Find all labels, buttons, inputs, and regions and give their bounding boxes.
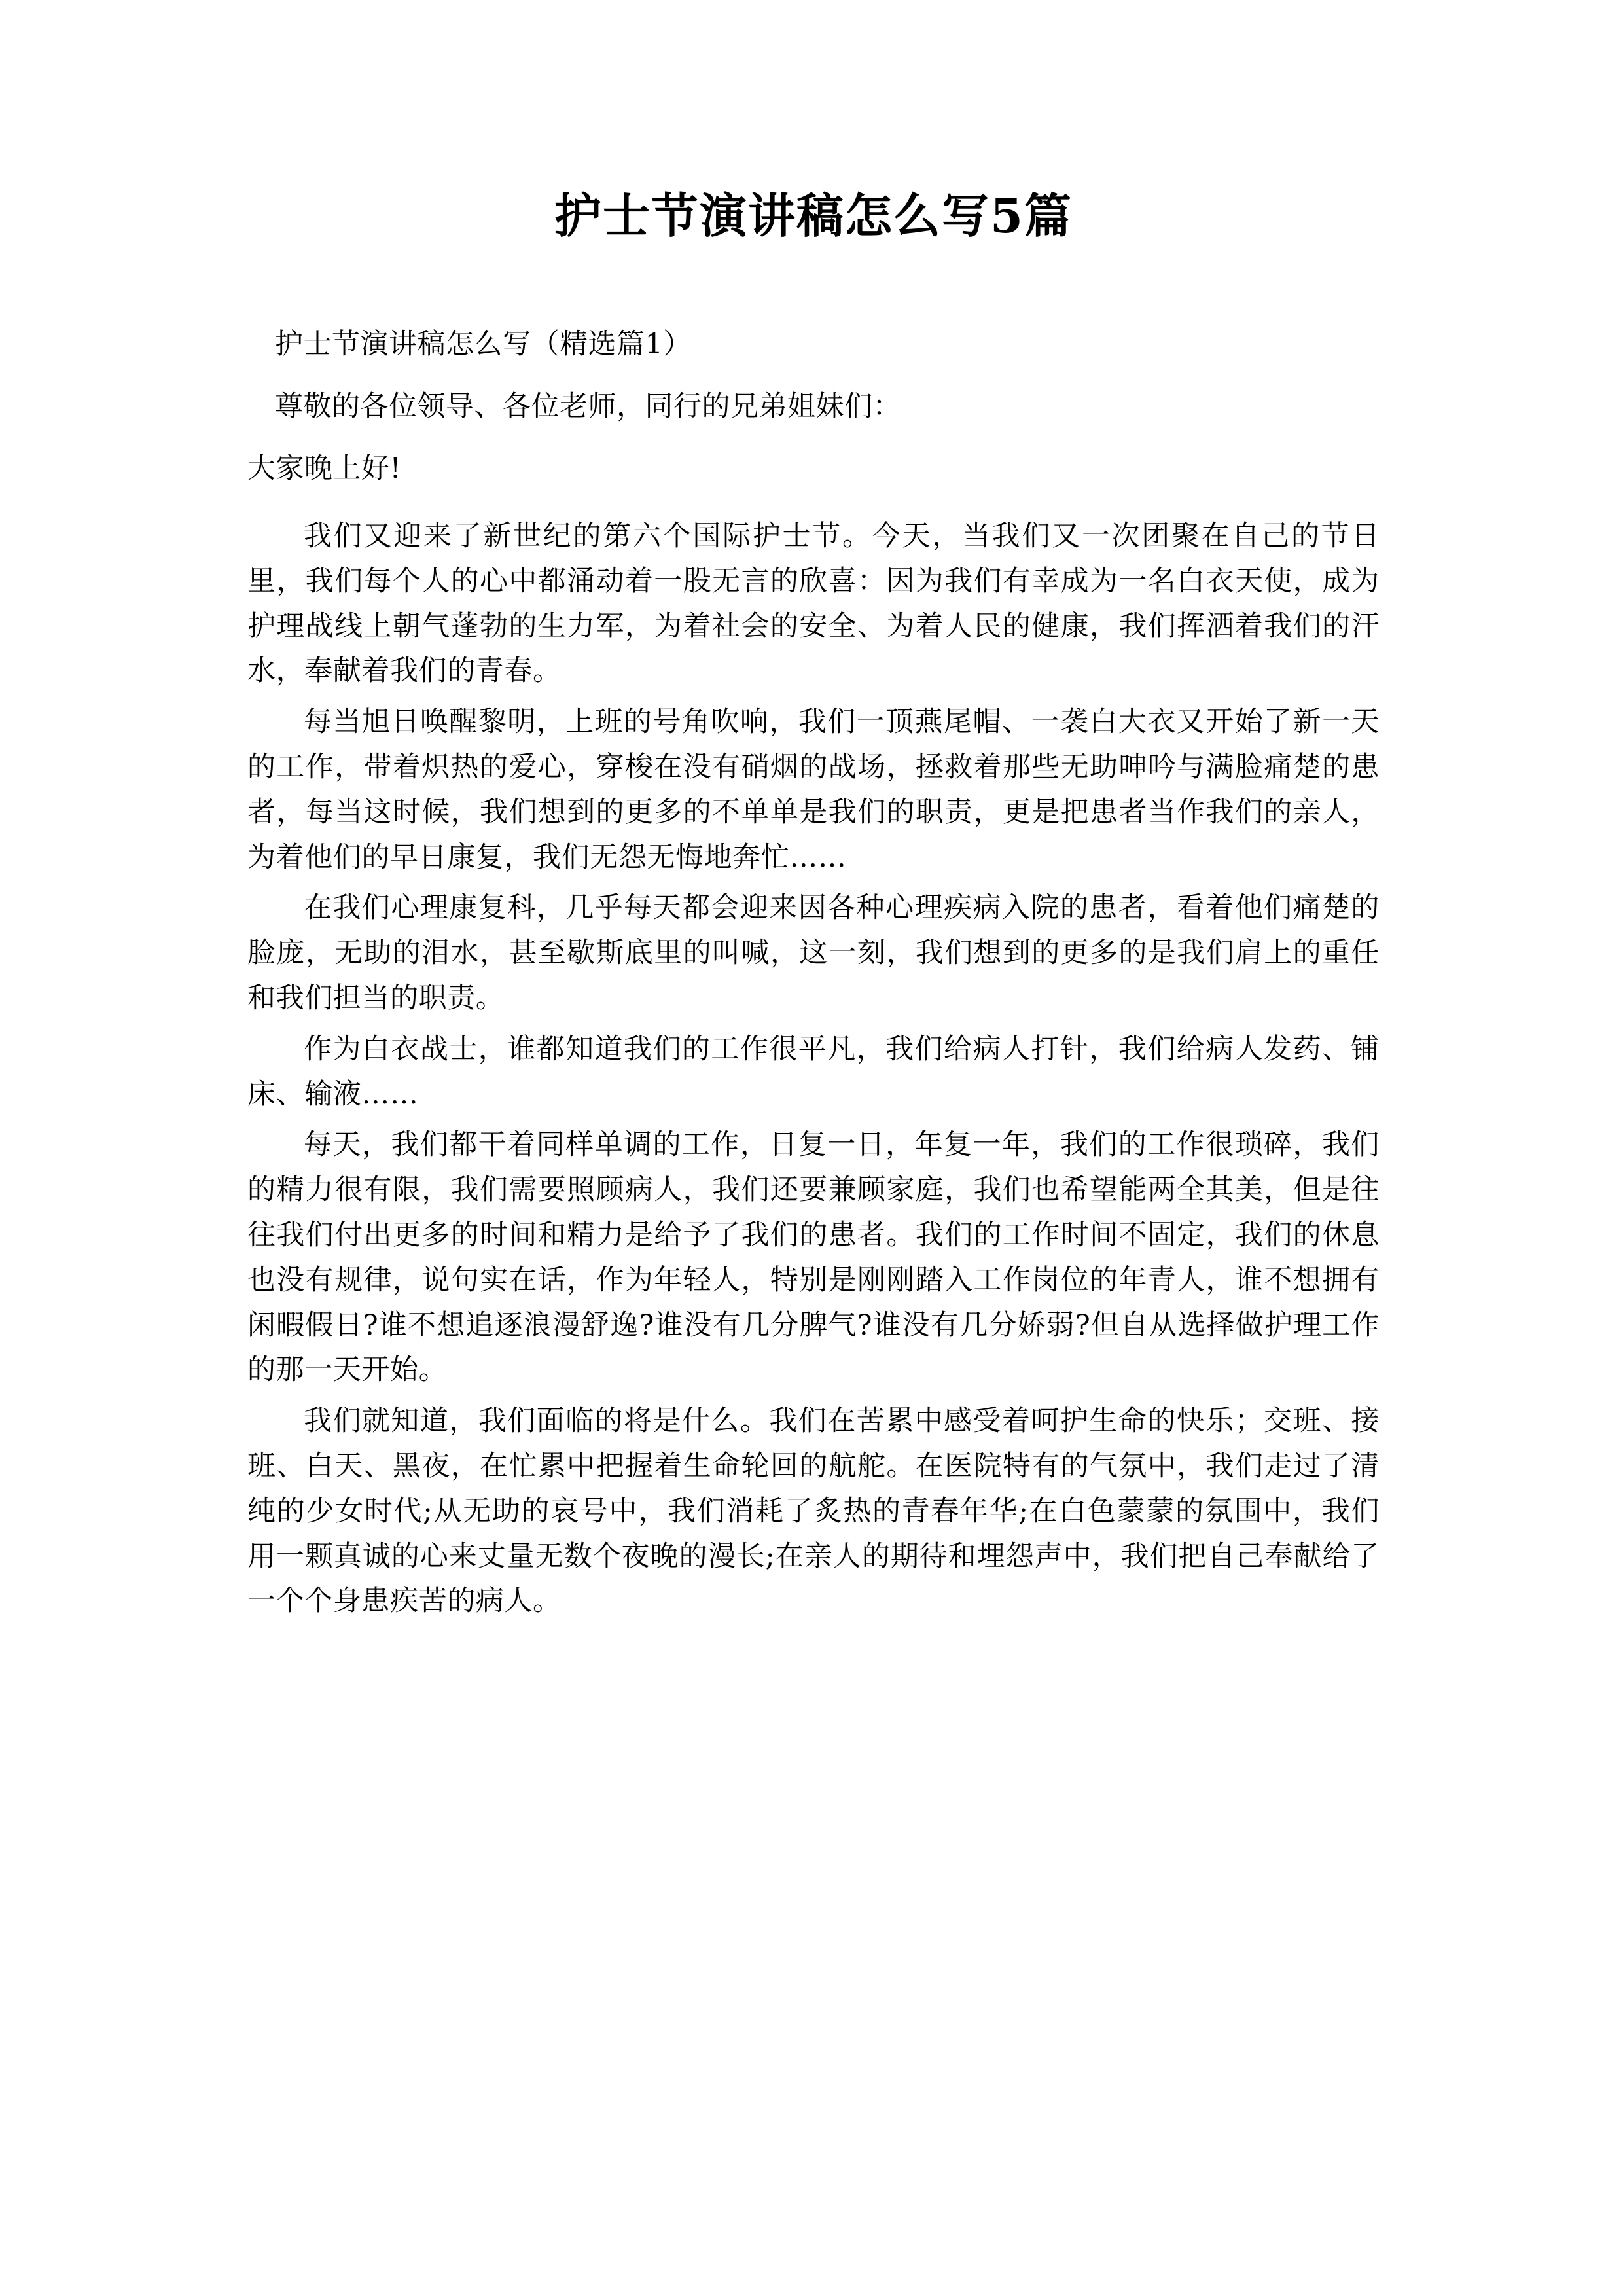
body-paragraphs: [247, 514, 1380, 1624]
body-paragraph: 每天，我们都干着同样单调的工作，日复一日，年复一年，我们的工作很琐碎，我们的精力很有限，我们需要照顾病人，我们还要兼顾家庭，我们也希望能两全其美，但是往往我们付出更多的时间和精力是给予了我们的患者。我们的工作时间不固定，我们的休息也没有规律，说句实在话，作为年轻人，特别是刚刚踏入工作岗位的年青人，谁不想拥有闲暇假日?谁不想追逐浪漫舒逸?谁没有几分脾气?谁没有几分娇弱?但自从选择做护理工作的那一天开始。: [247, 1128, 1380, 1387]
greeting-line: 大家晚上好!: [247, 452, 402, 485]
page-title: 护士节演讲稿怎么写5篇: [554, 188, 1073, 243]
body-paragraph: 作为白衣战士，谁都知道我们的工作很平凡，我们给病人打针，我们给病人发药、铺床、输液……: [247, 1032, 1380, 1111]
salutation-line: 尊敬的各位领导、各位老师，同行的兄弟姐妹们：: [275, 390, 901, 423]
page-content-column: [247, 0, 1380, 1624]
body-paragraph: 我们又迎来了新世纪的第六个国际护士节。今天，当我们又一次团聚在自己的节日里，我们每个人的心中都涌动着一股无言的欣喜：因为我们有幸成为一名白衣天使，成为护理战线上朝气蓬勃的生力军，为着社会的安全、为着人民的健康，我们挥洒着我们的汗水，奉献着我们的青春。: [247, 520, 1380, 688]
body-paragraph: 我们就知道，我们面临的将是什么。我们在苦累中感受着呵护生命的快乐；交班、接班、白天、黑夜，在忙累中把握着生命轮回的航舵。在医院特有的气氛中，我们走过了清纯的少女时代;从无助的哀号中，我们消耗了炙热的青春年华;在白色蒙蒙的氛围中，我们用一颗真诚的心来丈量无数个夜晚的漫长;在亲人的期待和埋怨声中，我们把自己奉献给了一个个身患疾苦的病人。: [247, 1405, 1380, 1618]
body-paragraph: 每当旭日唤醒黎明，上班的号角吹响，我们一顶燕尾帽、一袭白大衣又开始了新一天的工作，带着炽热的爱心，穿梭在没有硝烟的战场，拯救着那些无助呻吟与满脸痛楚的患者，每当这时候，我们想到的更多的不单单是我们的职责，更是把患者当作我们的亲人，为着他们的早日康复，我们无怨无悔地奔忙……: [247, 706, 1380, 874]
section-heading: 护士节演讲稿怎么写（精选篇1）: [275, 328, 692, 361]
body-paragraph: 在我们心理康复科，几乎每天都会迎来因各种心理疾病入院的患者，看着他们痛楚的脸庞，无助的泪水，甚至歇斯底里的叫喊，这一刻，我们想到的更多的是我们肩上的重任和我们担当的职责。: [247, 891, 1380, 1014]
